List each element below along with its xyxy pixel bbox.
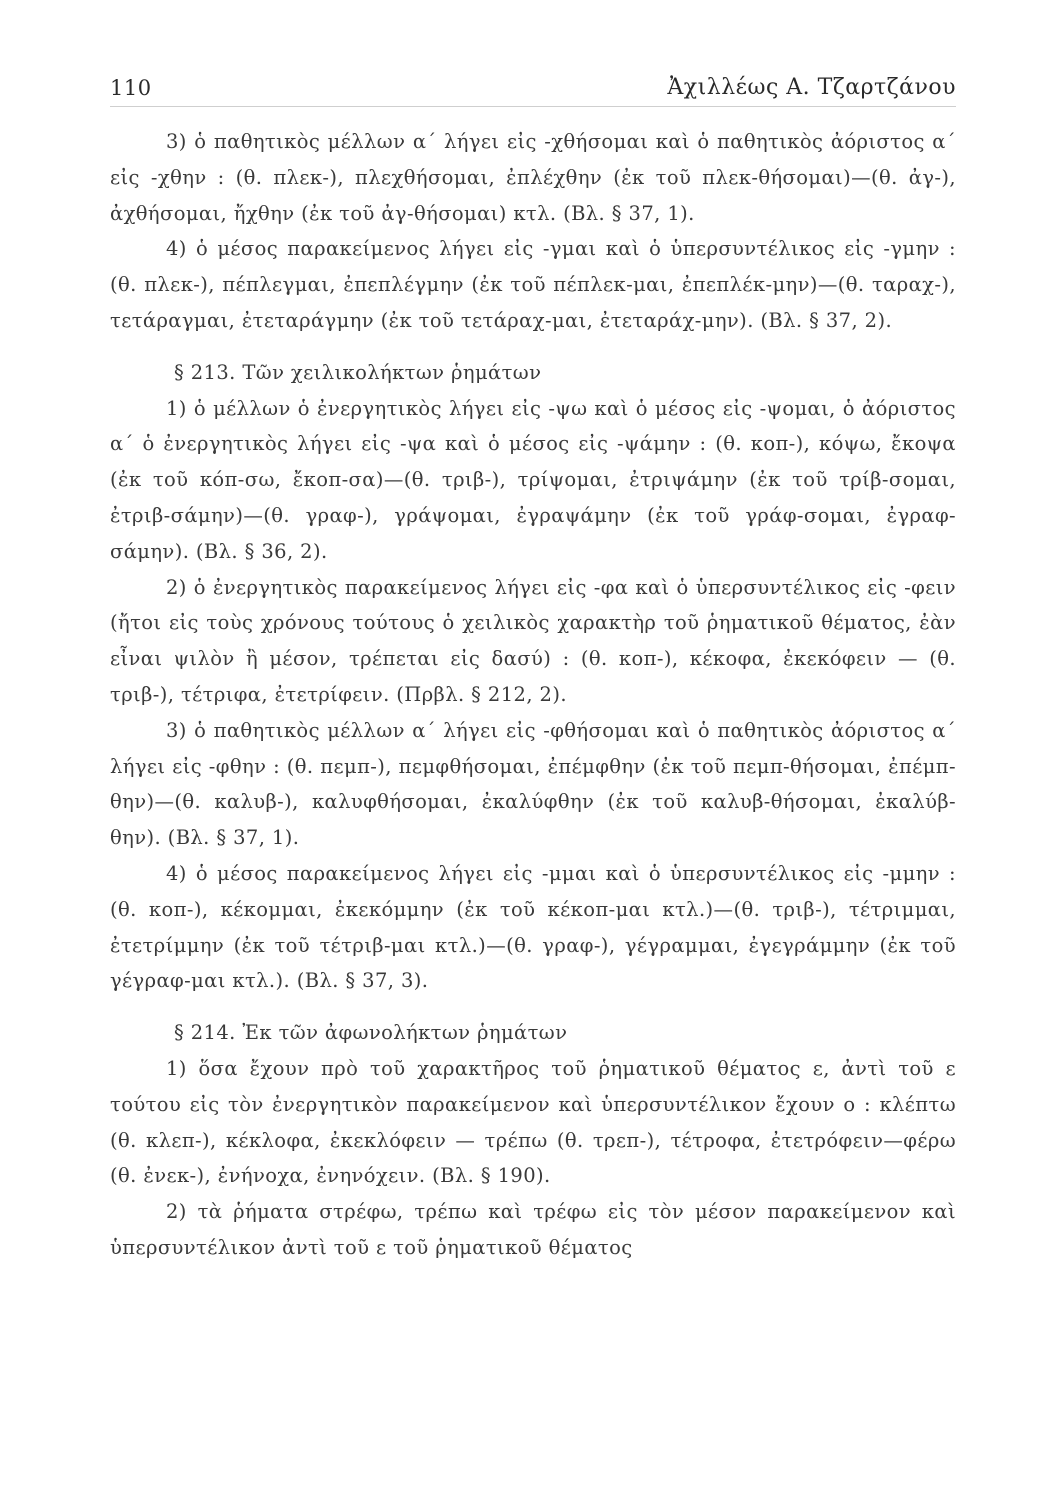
paragraph-item: 4) ὁ μέσος παρακείμενος λήγει εἰς -μμαι καὶ ὁ ὑπερσυντέλικος εἰς -μμην : (θ. κοπ-), κέκομμαι, ἐκεκόμμην (ἐκ τοῦ κέκοπ-μαι κτλ.)—(θ. τριβ-), τέτριμμαι, ἐτετρίμμην (ἐκ τοῦ τέτριβ-μαι κτλ.)—(θ. γραφ-), γέγραμμαι, ἐγεγράμμην (ἐκ τοῦ γέγραφ-μαι κτλ.). (Βλ. § 37, 3). [110,861,956,993]
paragraph-item: 2) τὰ ῥήματα στρέφω, τρέπω καὶ τρέφω εἰς τὸν μέσον παρακείμενον καὶ ὑπερσυντέλικον ἀντὶ τοῦ ε τοῦ ῥηματικοῦ θέματος [110,1200,956,1259]
section-heading: § 214. Ἐκ τῶν ἀφωνολήκτων ῥημάτων [174,1021,568,1045]
page-body [110,124,956,1266]
paragraph-item: 1) ὅσα ἔχουν πρὸ τοῦ χαρακτῆρος τοῦ ῥηματικοῦ θέματος ε, ἀντὶ τοῦ ε τούτου εἰς τὸν ἐνεργητικὸν παρακείμενον καὶ ὑπερσυντέλικον ἔχουν ο : κλέπτω (θ. κλεπ-), κέκλοφα, ἐκεκλόφειν — τρέπω (θ. τρεπ-), τέτροφα, ἐτετρόφειν—φέρω (θ. ἐνεκ-), ἐνήνοχα, ἐνηνόχειν. (Βλ. § 190). [110,1056,956,1188]
section-heading: § 213. Τῶν χειλικολήκτων ῥημάτων [174,360,542,384]
running-header [110,60,956,107]
paragraph-item: 3) ὁ παθητικὸς μέλλων α΄ λήγει εἰς -χθήσομαι καὶ ὁ παθητικὸς ἀόριστος α΄ εἰς -χθην : (θ. πλεκ-), πλεχθήσομαι, ἐπλέχθην (ἐκ τοῦ πλεκ-θήσομαι)—(θ. ἀγ-), ἀχθήσομαι, ἤχθην (ἐκ τοῦ ἀγ-θήσομαι) κτλ. (Βλ. § 37, 1). [110,130,956,225]
paragraph-item: 1) ὁ μέλλων ὁ ἐνεργητικὸς λήγει εἰς -ψω καὶ ὁ μέσος εἰς -ψομαι, ὁ ἀόριστος α΄ ὁ ἐνεργητικὸς λήγει εἰς -ψα καὶ ὁ μέσος εἰς -ψάμην : (θ. κοπ-), κόψω, ἔκοψα (ἐκ τοῦ κόπ-σω, ἔκοπ-σα)—(θ. τριβ-), τρίψομαι, ἐτριψάμην (ἐκ τοῦ τρίβ-σομαι, ἐτριβ-σάμην)—(θ. γραφ-), γράψομαι, ἐγραψάμην (ἐκ τοῦ γράφ-σομαι, ἐγραφ-σάμην). (Βλ. § 36, 2). [110,396,956,563]
paragraph-item: 4) ὁ μέσος παρακείμενος λήγει εἰς -γμαι καὶ ὁ ὑπερσυντέλικος εἰς -γμην : (θ. πλεκ-), πέπλεγμαι, ἐπεπλέγμην (ἐκ τοῦ πέπλεκ-μαι, ἐπεπλέκ-μην)—(θ. ταραχ-), τετάραγμαι, ἐτεταράγμην (ἐκ τοῦ τετάραχ-μαι, ἐτεταράχ-μην). (Βλ. § 37, 2). [110,237,956,332]
paragraph-item: 3) ὁ παθητικὸς μέλλων α΄ λήγει εἰς -φθήσομαι καὶ ὁ παθητικὸς ἀόριστος α΄ λήγει εἰς -φθην : (θ. πεμπ-), πεμφθήσομαι, ἐπέμφθην (ἐκ τοῦ πεμπ-θήσομαι, ἐπέμπ-θην)—(θ. καλυβ-), καλυφθήσομαι, ἐκαλύφθην (ἐκ τοῦ καλυβ-θήσομαι, ἐκαλύβ-θην). (Βλ. § 37, 1). [110,718,956,850]
paragraph-item: 2) ὁ ἐνεργητικὸς παρακείμενος λήγει εἰς -φα καὶ ὁ ὑπερσυντέλικος εἰς -φειν (ἤτοι εἰς τοὺς χρόνους τούτους ὁ χειλικὸς χαρακτὴρ τοῦ ῥηματικοῦ θέματος, ἐὰν εἶναι ψιλὸν ἢ μέσον, τρέπεται εἰς δασύ) : (θ. κοπ-), κέκοφα, ἐκεκόφειν — (θ. τριβ-), τέτριφα, ἐτετρίφειν. (Πρβλ. § 212, 2). [110,575,956,706]
page-number: 110 [110,76,152,100]
running-title: Ἀχιλλέως Α. Τζαρτζάνου [667,75,956,100]
